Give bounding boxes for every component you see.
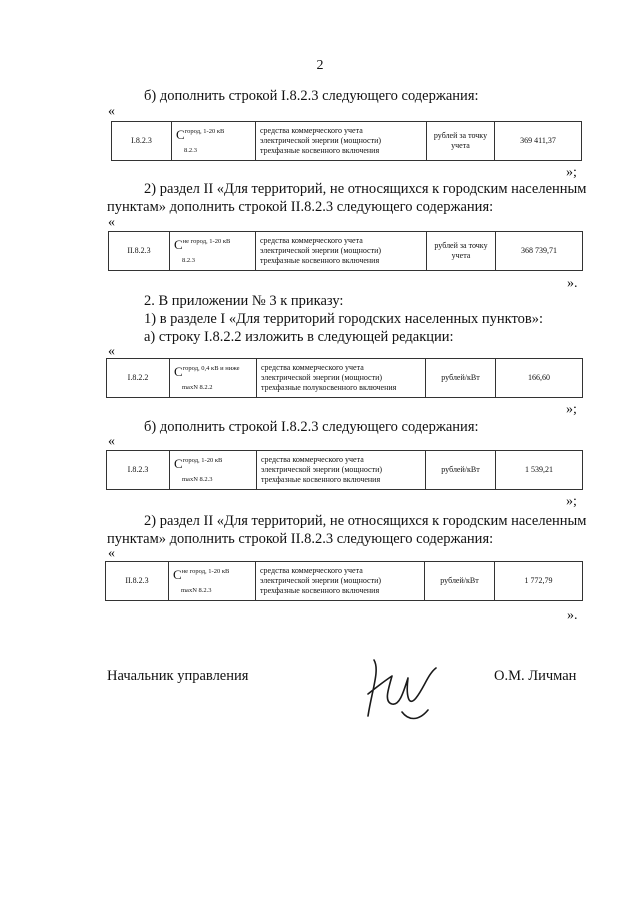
- row-unit: рублей за точку учета: [427, 232, 496, 271]
- tariff-table: [105, 561, 583, 601]
- paragraph: б) дополнить строкой I.8.2.3 следующего содержания:: [144, 88, 479, 104]
- signatory-title: Начальник управления: [107, 668, 249, 684]
- row-value: 1 772,79: [495, 562, 583, 601]
- row-code: I.8.2.3: [112, 122, 172, 161]
- row-unit: рублей за точку учета: [427, 122, 495, 161]
- row-code: II.8.2.3: [106, 562, 169, 601]
- signatory-name: О.М. Личман: [494, 668, 577, 684]
- table-row: [106, 562, 583, 601]
- handwritten-signature: [362, 650, 442, 730]
- tariff-symbol: $C^{город, 0,4 кВ и ниже}$ $_{maxN 8.2.2}$: [170, 359, 257, 398]
- close-quote: ».: [567, 608, 578, 623]
- row-value: 369 411,37: [495, 122, 582, 161]
- tariff-table: [111, 121, 582, 161]
- tariff-table: [106, 358, 583, 398]
- table-row: [107, 451, 583, 490]
- row-unit: рублей/кВт: [426, 451, 496, 490]
- close-quote: »;: [566, 494, 577, 509]
- paragraph: 2. В приложении № 3 к приказу:: [144, 293, 344, 309]
- paragraph: 2) раздел II «Для территорий, не относящихся к городским населенным: [144, 181, 587, 197]
- paragraph: пунктам» дополнить строкой II.8.2.3 следующего содержания:: [107, 199, 494, 215]
- open-quote: «: [108, 344, 115, 359]
- row-description: средства коммерческого учета электрической энергии (мощности) трехфазные косвенного включения: [256, 562, 425, 601]
- row-value: 166,60: [496, 359, 583, 398]
- table-row: [112, 122, 582, 161]
- row-description: средства коммерческого учета электрической энергии (мощности) трехфазные полукосвенного включения: [257, 359, 426, 398]
- row-unit: рублей/кВт: [426, 359, 496, 398]
- row-value: 368 739,71: [496, 232, 583, 271]
- open-quote: «: [108, 215, 115, 230]
- tariff-table: [108, 231, 583, 271]
- close-quote: ».: [567, 276, 578, 291]
- open-quote: «: [108, 434, 115, 449]
- open-quote: «: [108, 546, 115, 561]
- row-description: средства коммерческого учета электрической энергии (мощности) трехфазные косвенного включения: [256, 232, 427, 271]
- table-row: [107, 359, 583, 398]
- tariff-symbol: $C^{не город, 1-20 кВ}$ $_{8.2.3}$: [170, 232, 256, 271]
- paragraph: пунктам» дополнить строкой II.8.2.3 следующего содержания:: [107, 531, 494, 547]
- tariff-symbol: $C^{город, 1-20 кВ}$ $_{maxN 8.2.3}$: [170, 451, 257, 490]
- row-code: I.8.2.3: [107, 451, 170, 490]
- page-number: 2: [316, 58, 324, 73]
- paragraph: 2) раздел II «Для территорий, не относящихся к городским населенным: [144, 513, 587, 529]
- tariff-symbol: $C^{не город, 1-20 кВ}$ $_{maxN 8.2.3}$: [169, 562, 256, 601]
- paragraph: б) дополнить строкой I.8.2.3 следующего содержания:: [144, 419, 479, 435]
- close-quote: »;: [566, 402, 577, 417]
- paragraph: а) строку I.8.2.2 изложить в следующей редакции:: [144, 329, 454, 345]
- paragraph: 1) в разделе I «Для территорий городских населенных пунктов»:: [144, 311, 543, 327]
- close-quote: »;: [566, 165, 577, 180]
- row-unit: рублей/кВт: [425, 562, 495, 601]
- row-code: II.8.2.3: [109, 232, 170, 271]
- tariff-symbol: $C^{город, 1-20 кВ}$ $_{8.2.3}$: [172, 122, 256, 161]
- row-description: средства коммерческого учета электрической энергии (мощности) трехфазные косвенного включения: [256, 122, 427, 161]
- row-code: I.8.2.2: [107, 359, 170, 398]
- row-description: средства коммерческого учета электрической энергии (мощности) трехфазные косвенного включения: [257, 451, 426, 490]
- open-quote: «: [108, 104, 115, 119]
- tariff-table: [106, 450, 583, 490]
- row-value: 1 539,21: [496, 451, 583, 490]
- table-row: [109, 232, 583, 271]
